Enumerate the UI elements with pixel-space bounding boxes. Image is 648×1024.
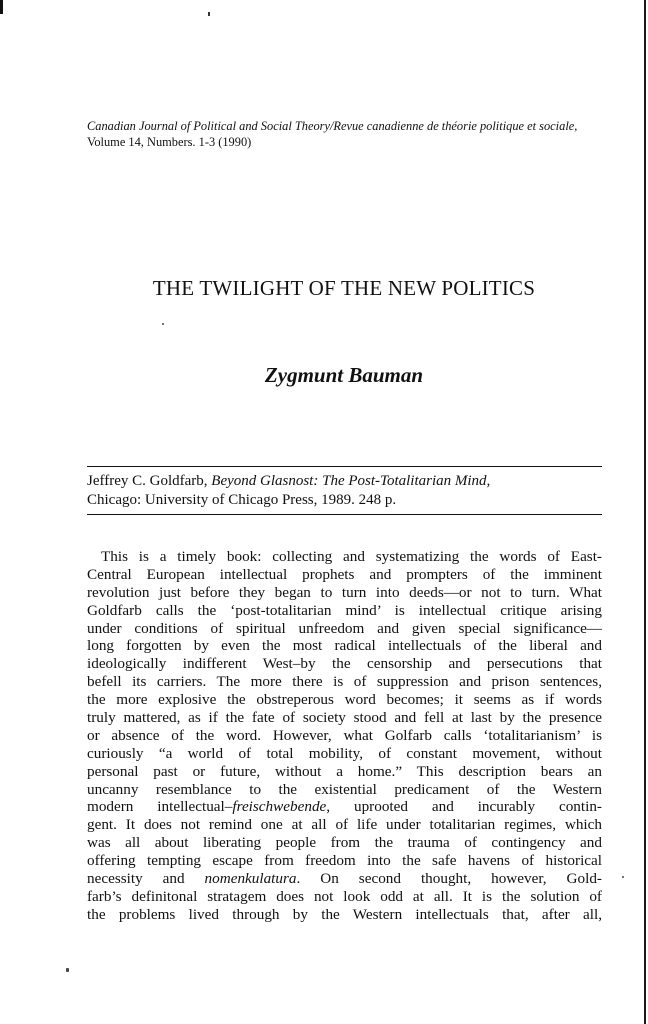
body-text-segment: farb’s definitonal stratagem does not look odd at all. It is the solution of — [87, 887, 602, 905]
body-line — [87, 637, 602, 655]
book-citation — [87, 472, 602, 510]
citation-bottom-rule — [87, 514, 602, 515]
body-text-segment: Central European intellectual prophets and prompters of the imminent — [87, 565, 602, 583]
body-line — [87, 584, 602, 602]
body-text-segment: was all about liberating people from the trauma of contingency and — [87, 834, 602, 852]
body-line — [87, 888, 602, 906]
citation-top-rule — [87, 466, 602, 467]
body-line — [87, 655, 602, 673]
body-text-segment: or absence of the word. However, what Golfarb calls ‘totalitarianism’ is — [87, 726, 602, 744]
scan-dot — [622, 876, 624, 878]
body-text-segment: offering tempting escape from freedom into the safe havens of historical — [87, 852, 602, 870]
article-title: THE TWILIGHT OF THE NEW POLITICS — [152, 276, 536, 300]
body-text-segment: personal past or future, without a home.” This description bears an — [87, 762, 602, 780]
body-line — [87, 691, 602, 709]
body-text-segment: long forgotten by even the most radical intellectuals of the liberal and — [87, 637, 602, 655]
body-line — [87, 906, 602, 924]
book-author: Jeffrey C. Goldfarb, — [87, 473, 212, 489]
body-text-segment: curiously “a world of total mobility, of constant movement, without — [87, 744, 602, 762]
scan-corner-mark — [0, 0, 3, 14]
body-line — [87, 602, 602, 620]
body-text-segment: This is a timely book: collecting and systematizing the words of East- — [101, 548, 602, 565]
body-text-segment: gent. It does not remind one at all of life under totalitarian regimes, which — [87, 816, 602, 834]
body-text-segment: ideologically indifferent West–by the censorship and persecutions that — [87, 655, 602, 673]
journal-volume: Volume 14, Numbers. 1-3 (1990) — [87, 135, 252, 149]
journal-name: Canadian Journal of Political and Social Theory/Revue canadienne de théorie politique et sociale, — [87, 119, 578, 133]
body-text-segment: Goldfarb calls the ‘post-totalitarian mind’ is intellectual critique arising — [87, 601, 602, 619]
body-line — [87, 781, 602, 799]
body-text-segment: the problems lived through by the Western intellectuals that, after all, — [87, 905, 602, 923]
scan-edge-line — [644, 0, 646, 1024]
scan-tick-mark — [208, 12, 210, 16]
body-text-segment: the more explosive the obstreperous word becomes; it seems as if words — [87, 691, 602, 709]
body-line — [87, 798, 602, 816]
body-text-segment: , uprooted and incurably contin- — [326, 798, 602, 816]
body-line — [87, 620, 602, 638]
italic-term: nomenkulatura — [204, 870, 297, 888]
body-text-segment: truly mattered, as if the fate of society stood and fell at last by the presence — [87, 709, 602, 727]
body-line — [87, 566, 602, 584]
body-line — [87, 709, 602, 727]
book-publisher: Chicago: University of Chicago Press, 1989. 248 p. — [87, 492, 397, 508]
journal-citation — [87, 118, 607, 150]
body-text-segment: modern intellectual– — [87, 798, 233, 816]
body-line — [87, 870, 602, 888]
book-title: Beyond Glasnost: The Post-Totalitarian Mind, — [211, 473, 491, 489]
body-paragraph — [87, 548, 602, 924]
body-text-segment: . On second thought, however, Gold- — [296, 870, 602, 888]
article-author: Zygmunt Bauman — [264, 363, 424, 387]
body-line — [87, 727, 602, 745]
italic-term: freischwebende — [232, 798, 327, 816]
body-text-segment: befell its carriers. The more there is of suppression and prison sentences, — [87, 673, 602, 691]
body-line — [87, 852, 602, 870]
body-text-segment: under conditions of spiritual unfreedom and given special significance— — [87, 619, 602, 637]
scan-dot — [162, 323, 164, 325]
body-line — [87, 673, 602, 691]
body-text-segment: revolution just before they began to turn into deeds—or not to turn. What — [87, 583, 602, 601]
body-line — [87, 816, 602, 834]
body-line — [87, 548, 602, 566]
body-line — [87, 763, 602, 781]
body-line — [87, 834, 602, 852]
scan-dot — [66, 968, 69, 972]
body-text-segment: uncanny resemblance to the existential predicament of the Western — [87, 780, 602, 798]
body-text-segment: necessity and — [87, 870, 205, 888]
body-line — [87, 745, 602, 763]
